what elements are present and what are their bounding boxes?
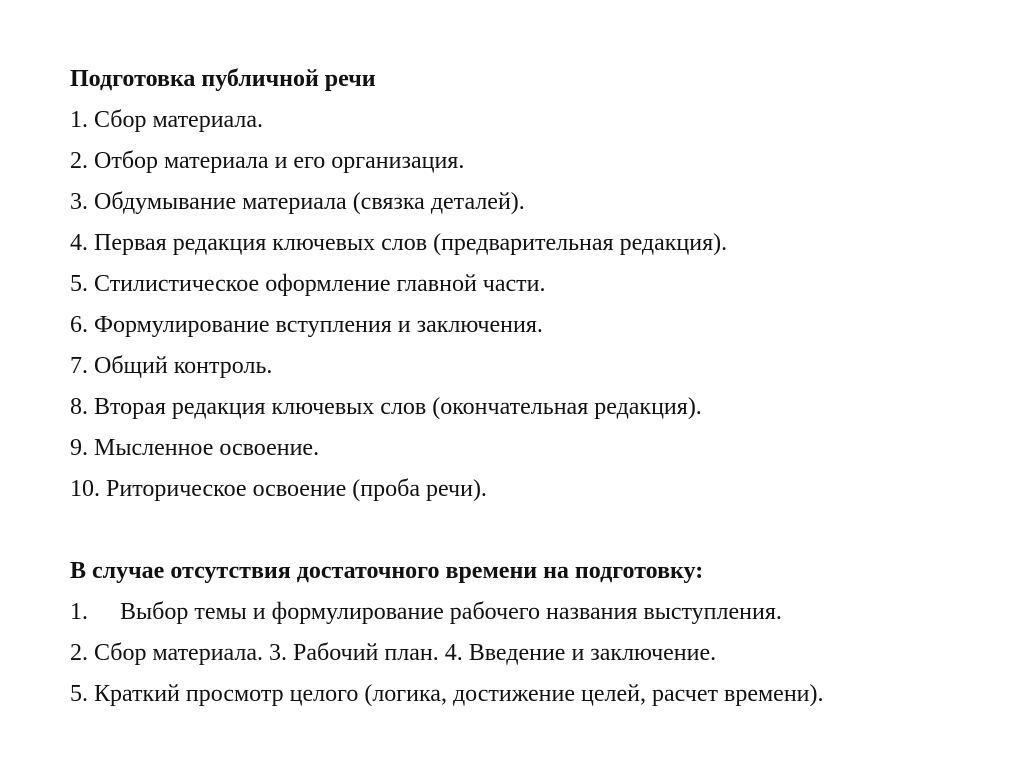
document-page [70,0,1010,767]
list-item: 5. Стилистическое оформление главной части. [70,271,546,297]
list-item: 2. Сбор материала. 3. Рабочий план. 4. Введение и заключение. [70,640,717,666]
list-item: 5. Краткий просмотр целого (логика, достижение целей, расчет времени). [70,681,824,707]
list-item: 8. Вторая редакция ключевых слов (окончательная редакция). [70,394,702,420]
section-heading-short-time: В случае отсутствия достаточного времени на подготовку: [70,558,704,584]
list-item: 7. Общий контроль. [70,353,273,379]
list-item: 6. Формулирование вступления и заключения. [70,312,543,338]
list-item-number: 1. [70,599,88,625]
section-heading-preparation: Подготовка публичной речи [70,66,376,92]
list-item-text: Выбор темы и формулирование рабочего названия выступления. [120,599,782,625]
list-item: 1. Сбор материала. [70,107,264,133]
list-item: 9. Мысленное освоение. [70,435,320,461]
list-item: 4. Первая редакция ключевых слов (предварительная редакция). [70,230,728,256]
list-item: 3. Обдумывание материала (связка деталей). [70,189,525,215]
list-item: 2. Отбор материала и его организация. [70,148,465,174]
list-item [70,597,782,627]
list-item: 10. Риторическое освоение (проба речи). [70,476,487,502]
